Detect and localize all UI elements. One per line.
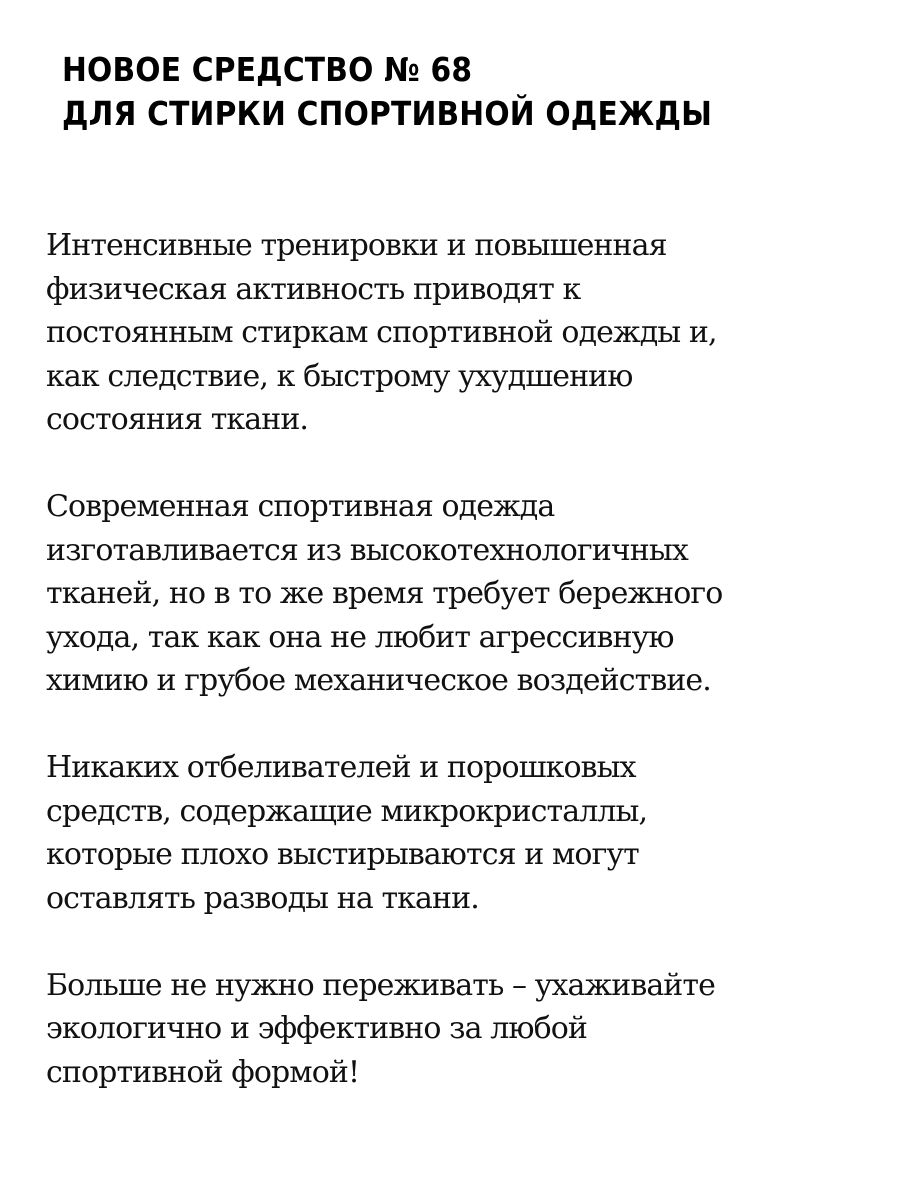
paragraph-line: экологично и эффективно за любой [46,1011,588,1046]
paragraph-no-worries [46,964,906,1095]
paragraph-line: Больше не нужно переживать – ухаживайте [46,967,715,1003]
paragraph-line: оставлять разводы на ткани. [46,880,479,916]
paragraph-line: постоянным стиркам спортивной одежды и, [46,315,717,350]
paragraph-line: которые плохо выстирываются и могут [46,837,639,872]
title-line-1: НОВОЕ СРЕДСТВО № 68 [62,50,473,89]
paragraph-no-bleach [46,746,906,920]
paragraph-modern-sportswear [46,485,906,703]
paragraph-line: как следствие, к быстрому ухудшению [46,358,633,394]
paragraph-line: ухода, так как она не любит агрессивную [46,619,674,655]
paragraph-line: средств, содержащие микрокристаллы, [46,793,648,829]
paragraph-line: Никаких отбеливателей и порошковых [46,750,636,785]
paragraph-line: химию и грубое механическое воздействие. [46,663,711,698]
paragraph-intensive-training [46,224,906,442]
paragraph-line: физическая активность приводят к [46,271,581,307]
paragraph-line: Интенсивные тренировки и повышенная [46,228,667,263]
paragraph-line: Современная спортивная одежда [46,489,555,524]
body-text [46,224,906,1138]
document-title [62,48,882,136]
paragraph-line: состояния ткани. [46,402,309,437]
paragraph-line: изготавливается из высокотехнологичных [46,532,688,568]
paragraph-line: спортивной формой! [46,1054,360,1090]
paragraph-line: тканей, но в то же время требует бережного [46,576,723,611]
title-line-2: ДЛЯ СТИРКИ СПОРТИВНОЙ ОДЕЖДЫ [62,94,713,133]
